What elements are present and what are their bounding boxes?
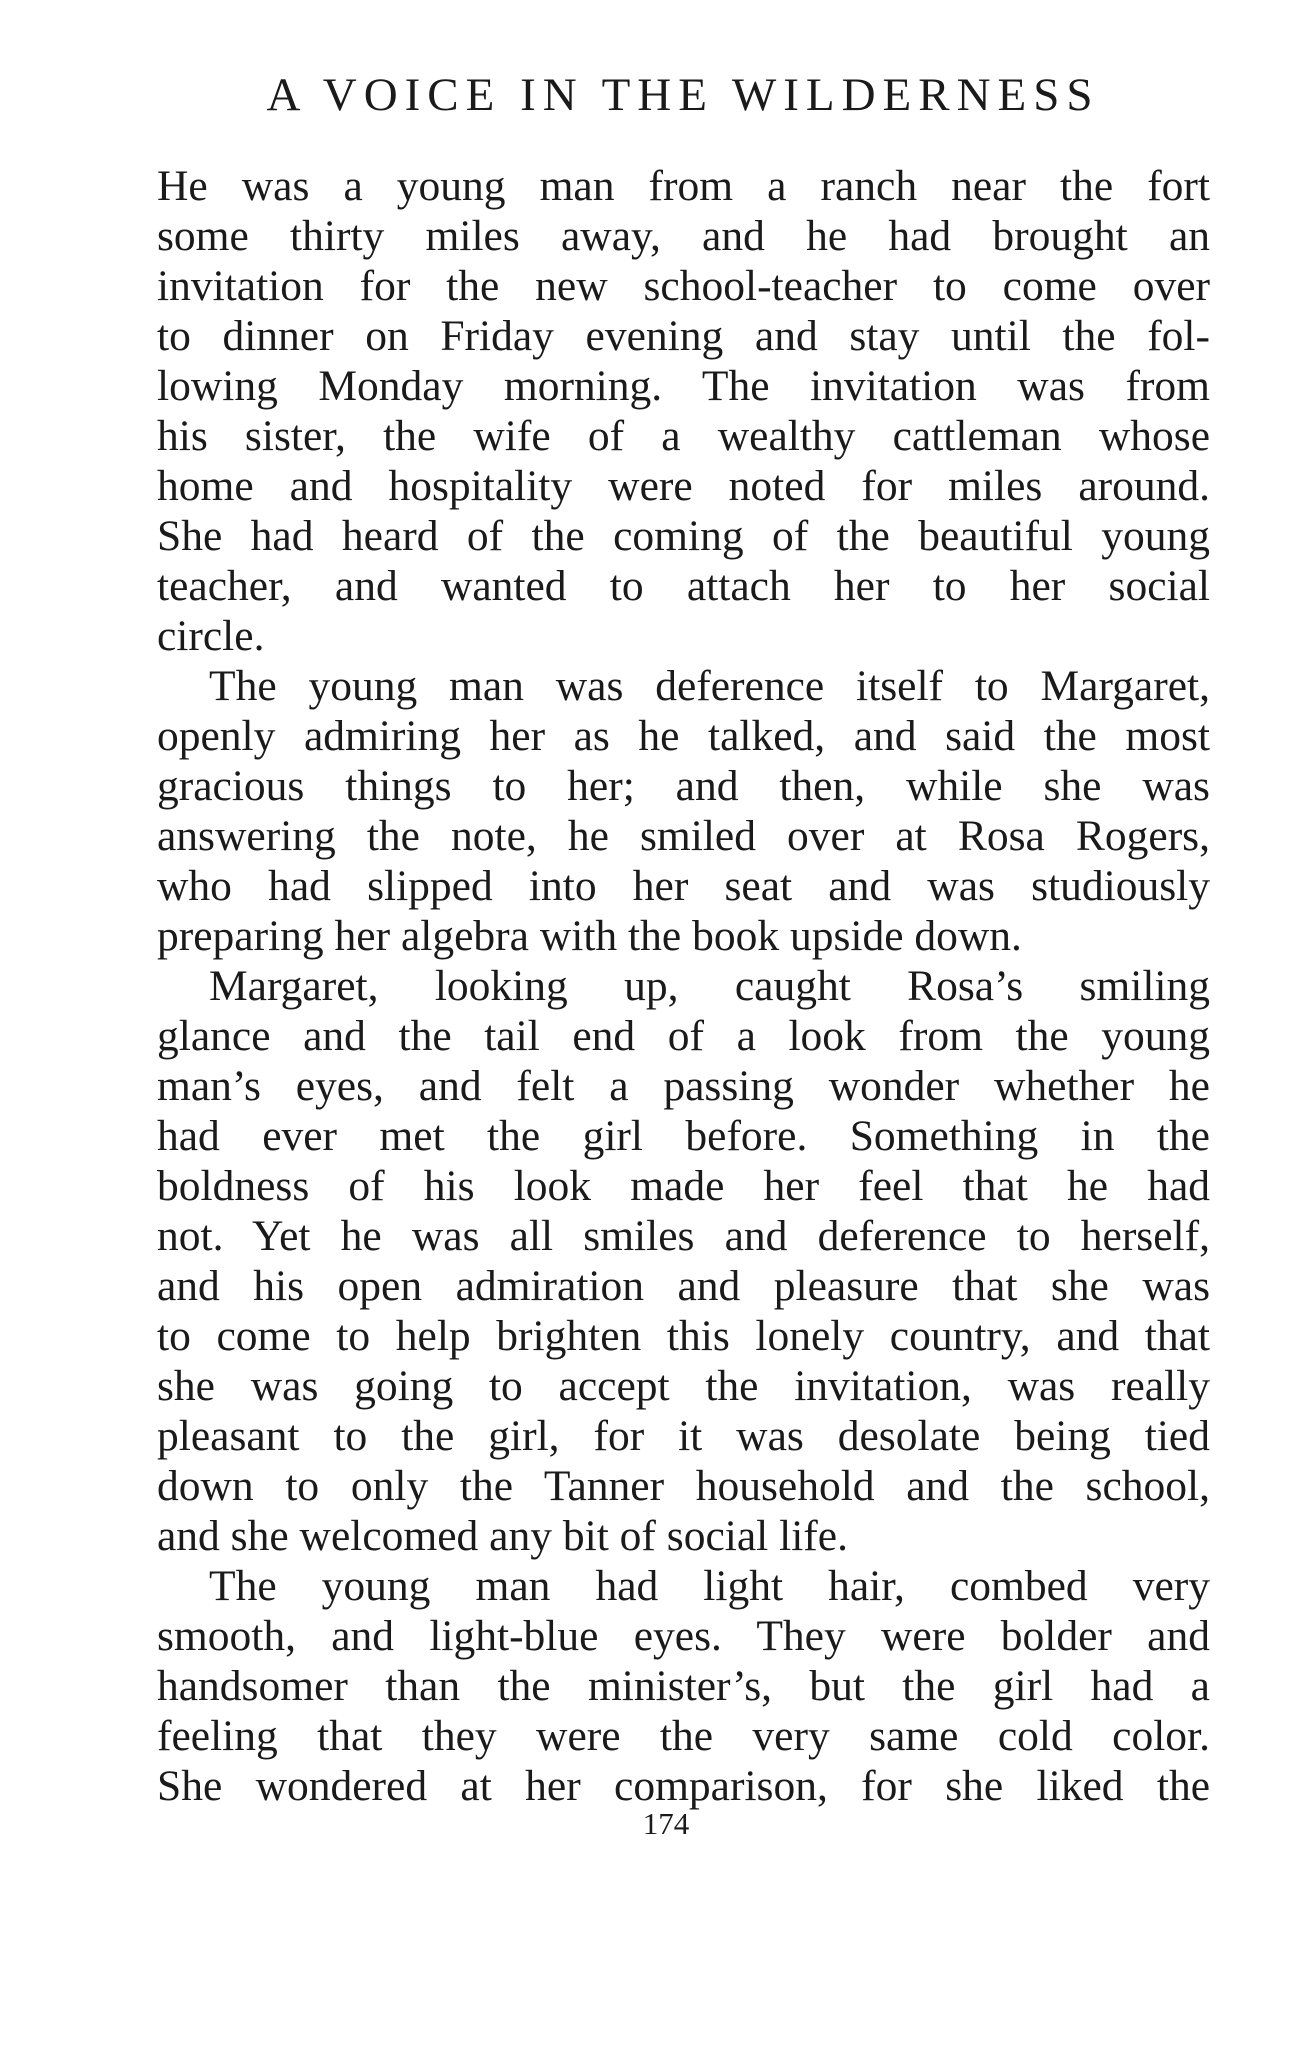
text-line: lowing Monday morning. The invitation was from	[157, 362, 1210, 410]
text-line: The young man was deference itself to Margaret,	[209, 662, 1210, 710]
text-line: gracious things to her; and then, while she was	[157, 762, 1210, 810]
text-line: He was a young man from a ranch near the fort	[157, 162, 1210, 210]
paragraph	[157, 1561, 1210, 1811]
text-line: Margaret, looking up, caught Rosa’s smiling	[209, 962, 1210, 1010]
text-line: to come to help brighten this lonely country, and that	[157, 1312, 1210, 1360]
text-line: who had slipped into her seat and was studiously	[157, 862, 1210, 910]
text-line: glance and the tail end of a look from the young	[157, 1012, 1210, 1060]
running-head: A VOICE IN THE WILDERNESS	[266, 69, 1100, 121]
text-line: feeling that they were the very same cold color.	[157, 1712, 1210, 1760]
text-line: teacher, and wanted to attach her to her social	[157, 562, 1210, 610]
text-line: invitation for the new school-teacher to come over	[157, 262, 1210, 310]
text-line: and she welcomed any bit of social life.	[157, 1512, 848, 1560]
text-line: She wondered at her comparison, for she liked the	[157, 1762, 1210, 1810]
text-line: man’s eyes, and felt a passing wonder whether he	[157, 1062, 1210, 1110]
paragraph	[157, 161, 1210, 661]
text-line: preparing her algebra with the book upside down.	[157, 912, 1022, 960]
text-line: and his open admiration and pleasure that she was	[157, 1262, 1210, 1310]
page-number: 174	[642, 1806, 690, 1841]
text-line: not. Yet he was all smiles and deference to herself,	[157, 1212, 1210, 1260]
text-line: she was going to accept the invitation, was really	[157, 1362, 1210, 1410]
text-line: The young man had light hair, combed very	[209, 1562, 1210, 1610]
text-line: his sister, the wife of a wealthy cattleman whose	[157, 412, 1210, 460]
text-line: openly admiring her as he talked, and said the most	[157, 712, 1210, 760]
text-line: smooth, and light-blue eyes. They were bolder and	[157, 1612, 1210, 1660]
paragraph	[157, 961, 1210, 1561]
text-line: pleasant to the girl, for it was desolate being tied	[157, 1412, 1210, 1460]
text-line: to dinner on Friday evening and stay until the fol-	[157, 312, 1210, 360]
text-line: She had heard of the coming of the beautiful young	[157, 512, 1210, 560]
text-line: boldness of his look made her feel that he had	[157, 1162, 1210, 1210]
text-line: circle.	[157, 612, 265, 660]
text-line: had ever met the girl before. Something in the	[157, 1112, 1210, 1160]
text-line: home and hospitality were noted for miles around.	[157, 462, 1210, 510]
text-line: handsomer than the minister’s, but the girl had a	[157, 1662, 1210, 1710]
paragraph	[157, 661, 1210, 961]
text-line: answering the note, he smiled over at Rosa Rogers,	[157, 812, 1210, 860]
body-text	[157, 161, 1210, 1811]
text-line: down to only the Tanner household and the school,	[157, 1462, 1210, 1510]
text-line: some thirty miles away, and he had brought an	[157, 212, 1210, 260]
